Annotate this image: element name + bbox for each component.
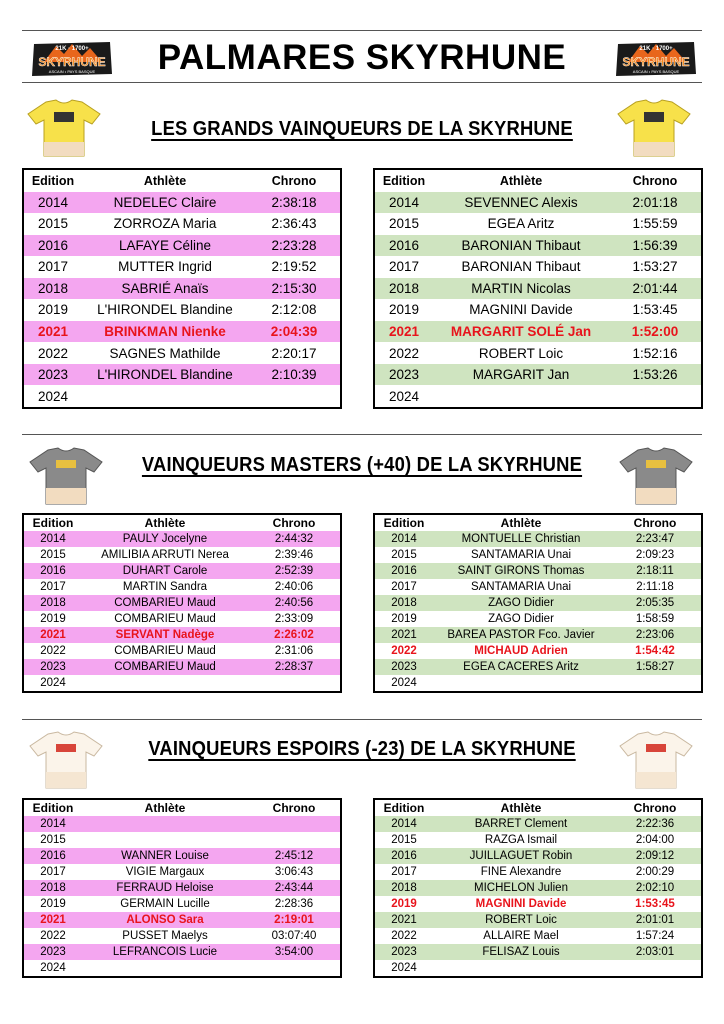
cell-athlete: MAGNINI Davide — [475, 898, 567, 910]
cell-athlete: SANTAMARIA Unai — [470, 549, 572, 561]
cell-chrono: 2:44:32 — [274, 533, 314, 545]
table-row — [375, 235, 701, 257]
cell-athlete: MARTIN Nicolas — [471, 280, 571, 296]
table-row — [375, 864, 701, 880]
cell-edition: 2014 — [391, 533, 417, 545]
cell-athlete: COMBARIEU Maud — [114, 613, 216, 625]
cell-athlete: SANTAMARIA Unai — [470, 581, 572, 593]
table-row — [375, 256, 701, 278]
cell-athlete: SEVENNEC Alexis — [464, 194, 578, 210]
cell-edition: 2015 — [391, 549, 417, 561]
cell-athlete: ZAGO Didier — [488, 597, 554, 609]
cell-edition: 2016 — [40, 565, 66, 577]
table-row — [24, 643, 340, 659]
table-row — [24, 659, 340, 675]
table-row — [24, 299, 340, 321]
table-row — [375, 192, 701, 214]
cell-edition: 2023 — [37, 367, 69, 383]
cell-edition: 2022 — [391, 645, 417, 657]
table-row — [375, 531, 701, 547]
table-row — [24, 595, 340, 611]
cell-chrono: 2:23:28 — [271, 237, 317, 253]
cell-athlete: L'HIRONDEL Blandine — [97, 302, 233, 318]
cell-athlete: MICHAUD Adrien — [474, 645, 568, 657]
section-divider — [22, 719, 702, 720]
cell-athlete: EGEA CACERES Aritz — [463, 661, 579, 673]
cell-chrono: 3:54:00 — [274, 946, 314, 958]
cell-athlete: BRINKMAN Nienke — [104, 323, 226, 339]
cell-chrono: 1:53:45 — [632, 302, 678, 318]
header-edition: Edition — [32, 801, 74, 815]
cell-edition: 2021 — [40, 914, 66, 926]
table-row-record — [375, 321, 701, 343]
cell-chrono: 2:33:09 — [274, 613, 314, 625]
cell-edition: 2022 — [391, 930, 417, 942]
table-row — [375, 595, 701, 611]
table-row — [24, 944, 340, 960]
cell-edition: 2017 — [388, 259, 420, 275]
cell-edition: 2019 — [40, 613, 66, 625]
table-header-row — [24, 515, 340, 531]
cell-edition: 2024 — [40, 677, 66, 689]
header-rule — [22, 82, 702, 83]
cell-edition: 2015 — [40, 549, 66, 561]
cell-edition: 2024 — [37, 388, 69, 404]
table-row — [375, 611, 701, 627]
cell-edition: 2014 — [40, 818, 66, 830]
cell-athlete: ZAGO Didier — [488, 613, 554, 625]
cell-chrono: 2:52:39 — [274, 565, 314, 577]
logo-top-text: 21K · 1700+ — [55, 46, 89, 52]
table-row — [24, 364, 340, 386]
cell-chrono: 1:55:59 — [632, 216, 678, 232]
cell-edition: 2017 — [391, 866, 417, 878]
header-athlete: Athlète — [144, 516, 186, 530]
cell-chrono: 2:04:00 — [635, 834, 675, 846]
cell-edition: 2023 — [40, 661, 66, 673]
cell-athlete: PUSSET Maelys — [122, 930, 208, 942]
cell-athlete: SAINT GIRONS Thomas — [457, 565, 585, 577]
table-row — [24, 848, 340, 864]
table-row — [375, 342, 701, 364]
cell-edition: 2018 — [37, 280, 69, 296]
cell-chrono: 2:02:10 — [635, 882, 675, 894]
cell-edition: 2015 — [391, 834, 417, 846]
table-row — [375, 848, 701, 864]
logo-name: SKYRHUNE — [38, 55, 106, 69]
cell-athlete: ROBERT Loic — [478, 345, 564, 361]
cell-edition: 2021 — [391, 629, 417, 641]
cell-edition: 2014 — [388, 194, 420, 210]
cell-athlete: FINE Alexandre — [480, 866, 562, 878]
cell-edition: 2018 — [40, 597, 66, 609]
cell-edition: 2019 — [388, 302, 420, 318]
cell-athlete: NEDELEC Claire — [113, 194, 217, 210]
header-edition: Edition — [31, 173, 75, 188]
cell-edition: 2023 — [391, 946, 417, 958]
header-chrono: Chrono — [272, 516, 316, 530]
cell-edition: 2016 — [391, 850, 417, 862]
cell-chrono: 2:01:01 — [635, 914, 675, 926]
cell-edition: 2019 — [391, 613, 417, 625]
cell-chrono: 1:52:16 — [632, 345, 678, 361]
table-row — [375, 547, 701, 563]
cell-edition: 2021 — [391, 914, 417, 926]
cell-chrono: 3:06:43 — [274, 866, 314, 878]
cell-athlete: FELISAZ Louis — [482, 946, 560, 958]
table-row — [375, 832, 701, 848]
cell-chrono: 2:10:39 — [271, 367, 317, 383]
cell-athlete: MICHELON Julien — [474, 882, 568, 894]
cell-chrono: 1:53:27 — [632, 259, 678, 275]
table-row-record — [375, 896, 701, 912]
header-edition: Edition — [382, 173, 426, 188]
table-row — [24, 547, 340, 563]
cell-edition: 2021 — [40, 629, 66, 641]
cell-edition: 2024 — [40, 962, 66, 974]
header-athlete: Athlète — [143, 173, 187, 188]
cell-edition: 2022 — [40, 645, 66, 657]
top-rule — [22, 30, 702, 31]
cell-chrono: 2:11:18 — [636, 581, 674, 593]
table-header-row — [24, 170, 340, 192]
cell-chrono: 2:26:02 — [274, 629, 314, 641]
cell-athlete: JUILLAGUET Robin — [469, 850, 573, 862]
cell-chrono: 2:39:46 — [274, 549, 314, 561]
cell-athlete: MONTUELLE Christian — [461, 533, 581, 545]
cell-edition: 2019 — [37, 302, 69, 318]
cell-athlete: EGEA Aritz — [487, 216, 555, 232]
cell-edition: 2018 — [40, 882, 66, 894]
cell-edition: 2021 — [37, 323, 69, 339]
logo-sub: ASCAIN • PAYS BASQUE — [632, 69, 680, 74]
cell-chrono: 2:05:35 — [635, 597, 675, 609]
table-header-row — [375, 800, 701, 816]
cell-athlete: ALONSO Sara — [126, 914, 204, 926]
logo-name: SKYRHUNE — [622, 55, 690, 69]
cell-athlete: MUTTER Ingrid — [118, 259, 212, 275]
header-chrono: Chrono — [633, 801, 677, 815]
table-row — [375, 912, 701, 928]
cell-chrono: 2:20:17 — [271, 345, 317, 361]
cell-athlete: BARONIAN Thibaut — [461, 259, 581, 275]
cell-athlete: ZORROZA Maria — [113, 216, 217, 232]
header-athlete: Athlète — [499, 173, 543, 188]
cell-chrono: 2:40:06 — [274, 581, 314, 593]
women-espoirs-table — [22, 798, 342, 978]
cell-edition: 2015 — [37, 216, 69, 232]
section-title-overall: LES GRANDS VAINQUEURS DE LA SKYRHUNE — [151, 118, 573, 140]
cell-edition: 2022 — [40, 930, 66, 942]
table-row — [24, 611, 340, 627]
cell-chrono: 1:56:39 — [632, 237, 678, 253]
cell-athlete: ROBERT Loic — [485, 914, 557, 926]
cell-chrono: 2:18:11 — [636, 565, 674, 577]
cell-athlete: MARGARIT Jan — [472, 367, 570, 383]
table-row — [24, 960, 340, 976]
table-row — [375, 928, 701, 944]
table-row — [375, 944, 701, 960]
cell-chrono: 1:52:00 — [631, 323, 679, 339]
cell-athlete: MAGNINI Davide — [469, 302, 573, 318]
cell-athlete: L'HIRONDEL Blandine — [97, 367, 233, 383]
table-row — [375, 299, 701, 321]
cell-chrono: 2:00:29 — [635, 866, 675, 878]
cell-athlete: COMBARIEU Maud — [114, 661, 216, 673]
cell-athlete: AMILIBIA ARRUTI Nerea — [101, 549, 229, 561]
cell-chrono: 2:23:47 — [635, 533, 675, 545]
table-row — [24, 832, 340, 848]
cell-chrono: 2:38:18 — [271, 194, 317, 210]
header-athlete: Athlète — [500, 516, 542, 530]
cell-athlete: SABRIÉ Anaïs — [121, 280, 209, 296]
cell-edition: 2024 — [391, 677, 417, 689]
men-espoirs-table — [373, 798, 703, 978]
cell-chrono: 2:19:52 — [271, 259, 317, 275]
table-row — [24, 675, 340, 691]
table-row — [24, 256, 340, 278]
cell-edition: 2019 — [391, 898, 417, 910]
header-chrono: Chrono — [272, 801, 316, 815]
cell-athlete: SAGNES Mathilde — [109, 345, 221, 361]
cell-chrono: 2:45:12 — [274, 850, 314, 862]
table-row — [24, 864, 340, 880]
women-winners-table — [22, 168, 342, 409]
cell-chrono: 2:09:12 — [635, 850, 675, 862]
cell-athlete: BARRET Clement — [474, 818, 568, 830]
skyrhune-logo-right — [614, 34, 698, 78]
table-row — [375, 675, 701, 691]
table-row — [24, 563, 340, 579]
header-chrono: Chrono — [633, 516, 677, 530]
section-divider — [22, 434, 702, 435]
cell-athlete: COMBARIEU Maud — [114, 597, 216, 609]
cell-athlete: BARONIAN Thibaut — [461, 237, 581, 253]
table-row — [24, 385, 340, 407]
cell-edition: 2022 — [37, 345, 69, 361]
cell-chrono: 1:57:24 — [635, 930, 675, 942]
header-chrono: Chrono — [271, 173, 317, 188]
table-row — [24, 213, 340, 235]
cell-chrono: 2:28:37 — [274, 661, 314, 673]
table-row — [24, 896, 340, 912]
cell-chrono: 2:43:44 — [274, 882, 314, 894]
table-row-record — [24, 627, 340, 643]
cell-chrono: 2:03:01 — [635, 946, 675, 958]
cell-edition: 2015 — [40, 834, 66, 846]
cell-chrono: 2:04:39 — [270, 323, 318, 339]
table-row — [24, 579, 340, 595]
cell-chrono: 2:09:23 — [635, 549, 675, 561]
page-title: PALMARES SKYRHUNE — [157, 38, 567, 77]
table-row — [24, 192, 340, 214]
cell-athlete: DUHART Carole — [122, 565, 208, 577]
cell-chrono: 2:36:43 — [271, 216, 317, 232]
cell-edition: 2017 — [37, 259, 69, 275]
header-edition: Edition — [383, 801, 425, 815]
cell-edition: 2017 — [40, 581, 66, 593]
table-row — [375, 563, 701, 579]
women-masters-table — [22, 513, 342, 693]
table-row — [24, 880, 340, 896]
cell-edition: 2014 — [40, 533, 66, 545]
cell-edition: 2021 — [388, 323, 420, 339]
table-row — [375, 213, 701, 235]
cell-chrono: 1:58:27 — [635, 661, 675, 673]
cell-edition: 2016 — [40, 850, 66, 862]
cell-athlete: FERRAUD Heloise — [116, 882, 214, 894]
cell-chrono: 2:40:56 — [274, 597, 314, 609]
logo-sub: ASCAIN • PAYS BASQUE — [48, 69, 96, 74]
cell-edition: 2019 — [40, 898, 66, 910]
logo-top-text: 21K · 1700+ — [639, 46, 673, 52]
table-row — [375, 880, 701, 896]
cell-athlete: MARGARIT SOLÉ Jan — [450, 323, 592, 339]
cell-edition: 2014 — [391, 818, 417, 830]
section-title-espoirs: VAINQUEURS ESPOIRS (-23) DE LA SKYRHUNE — [148, 738, 576, 760]
header-athlete: Athlète — [144, 801, 186, 815]
table-row — [375, 364, 701, 386]
header-athlete: Athlète — [500, 801, 542, 815]
cell-edition: 2016 — [37, 237, 69, 253]
table-row — [24, 928, 340, 944]
cell-edition: 2024 — [388, 388, 420, 404]
cell-edition: 2023 — [388, 367, 420, 383]
table-header-row — [24, 800, 340, 816]
cell-edition: 2023 — [40, 946, 66, 958]
header-edition: Edition — [383, 516, 425, 530]
table-row — [375, 816, 701, 832]
cell-athlete: ALLAIRE Mael — [483, 930, 559, 942]
table-row — [375, 385, 701, 407]
table-row — [24, 235, 340, 257]
cell-edition: 2024 — [391, 962, 417, 974]
table-header-row — [375, 515, 701, 531]
cell-athlete: GERMAIN Lucille — [120, 898, 210, 910]
cell-chrono: 2:22:36 — [635, 818, 675, 830]
table-row — [24, 342, 340, 364]
cell-athlete: BAREA PASTOR Fco. Javier — [447, 629, 595, 641]
cell-chrono: 1:54:42 — [635, 645, 675, 657]
cell-chrono: 2:23:06 — [635, 629, 675, 641]
table-row-record — [24, 912, 340, 928]
cell-edition: 2018 — [388, 280, 420, 296]
cell-edition: 2017 — [391, 581, 417, 593]
cell-edition: 2022 — [388, 345, 420, 361]
cell-edition: 2016 — [391, 565, 417, 577]
cell-chrono: 1:58:59 — [635, 613, 675, 625]
cell-chrono: 1:53:45 — [635, 898, 675, 910]
cell-athlete: LEFRANCOIS Lucie — [112, 946, 218, 958]
cell-chrono: 2:19:01 — [274, 914, 314, 926]
cell-athlete: WANNER Louise — [121, 850, 209, 862]
table-row — [24, 531, 340, 547]
cell-edition: 2017 — [40, 866, 66, 878]
cell-chrono: 2:28:36 — [274, 898, 314, 910]
header-chrono: Chrono — [632, 173, 678, 188]
cell-edition: 2016 — [388, 237, 420, 253]
table-row — [24, 278, 340, 300]
table-row — [375, 627, 701, 643]
cell-edition: 2015 — [388, 216, 420, 232]
cell-edition: 2018 — [391, 882, 417, 894]
cell-chrono: 03:07:40 — [271, 930, 317, 942]
cell-athlete: PAULY Jocelyne — [122, 533, 208, 545]
cell-chrono: 1:53:26 — [632, 367, 678, 383]
table-row-record — [375, 643, 701, 659]
table-row — [24, 816, 340, 832]
table-row-record — [24, 321, 340, 343]
table-row — [375, 579, 701, 595]
cell-athlete: SERVANT Nadège — [115, 629, 215, 641]
table-header-row — [375, 170, 701, 192]
cell-athlete: MARTIN Sandra — [122, 581, 208, 593]
section-title-masters: VAINQUEURS MASTERS (+40) DE LA SKYRHUNE — [141, 454, 583, 476]
cell-chrono: 2:01:44 — [632, 280, 678, 296]
cell-chrono: 2:15:30 — [271, 280, 317, 296]
cell-chrono: 2:12:08 — [271, 302, 317, 318]
table-row — [375, 960, 701, 976]
cell-athlete: RAZGA Ismail — [484, 834, 558, 846]
cell-chrono: 2:01:18 — [632, 194, 678, 210]
table-row — [375, 278, 701, 300]
cell-edition: 2023 — [391, 661, 417, 673]
cell-edition: 2018 — [391, 597, 417, 609]
men-winners-table — [373, 168, 703, 409]
cell-edition: 2014 — [37, 194, 69, 210]
cell-chrono: 2:31:06 — [274, 645, 314, 657]
cell-athlete: VIGIE Margaux — [125, 866, 205, 878]
header-edition: Edition — [32, 516, 74, 530]
cell-athlete: LAFAYE Céline — [118, 237, 212, 253]
men-masters-table — [373, 513, 703, 693]
cell-athlete: COMBARIEU Maud — [114, 645, 216, 657]
table-row — [375, 659, 701, 675]
